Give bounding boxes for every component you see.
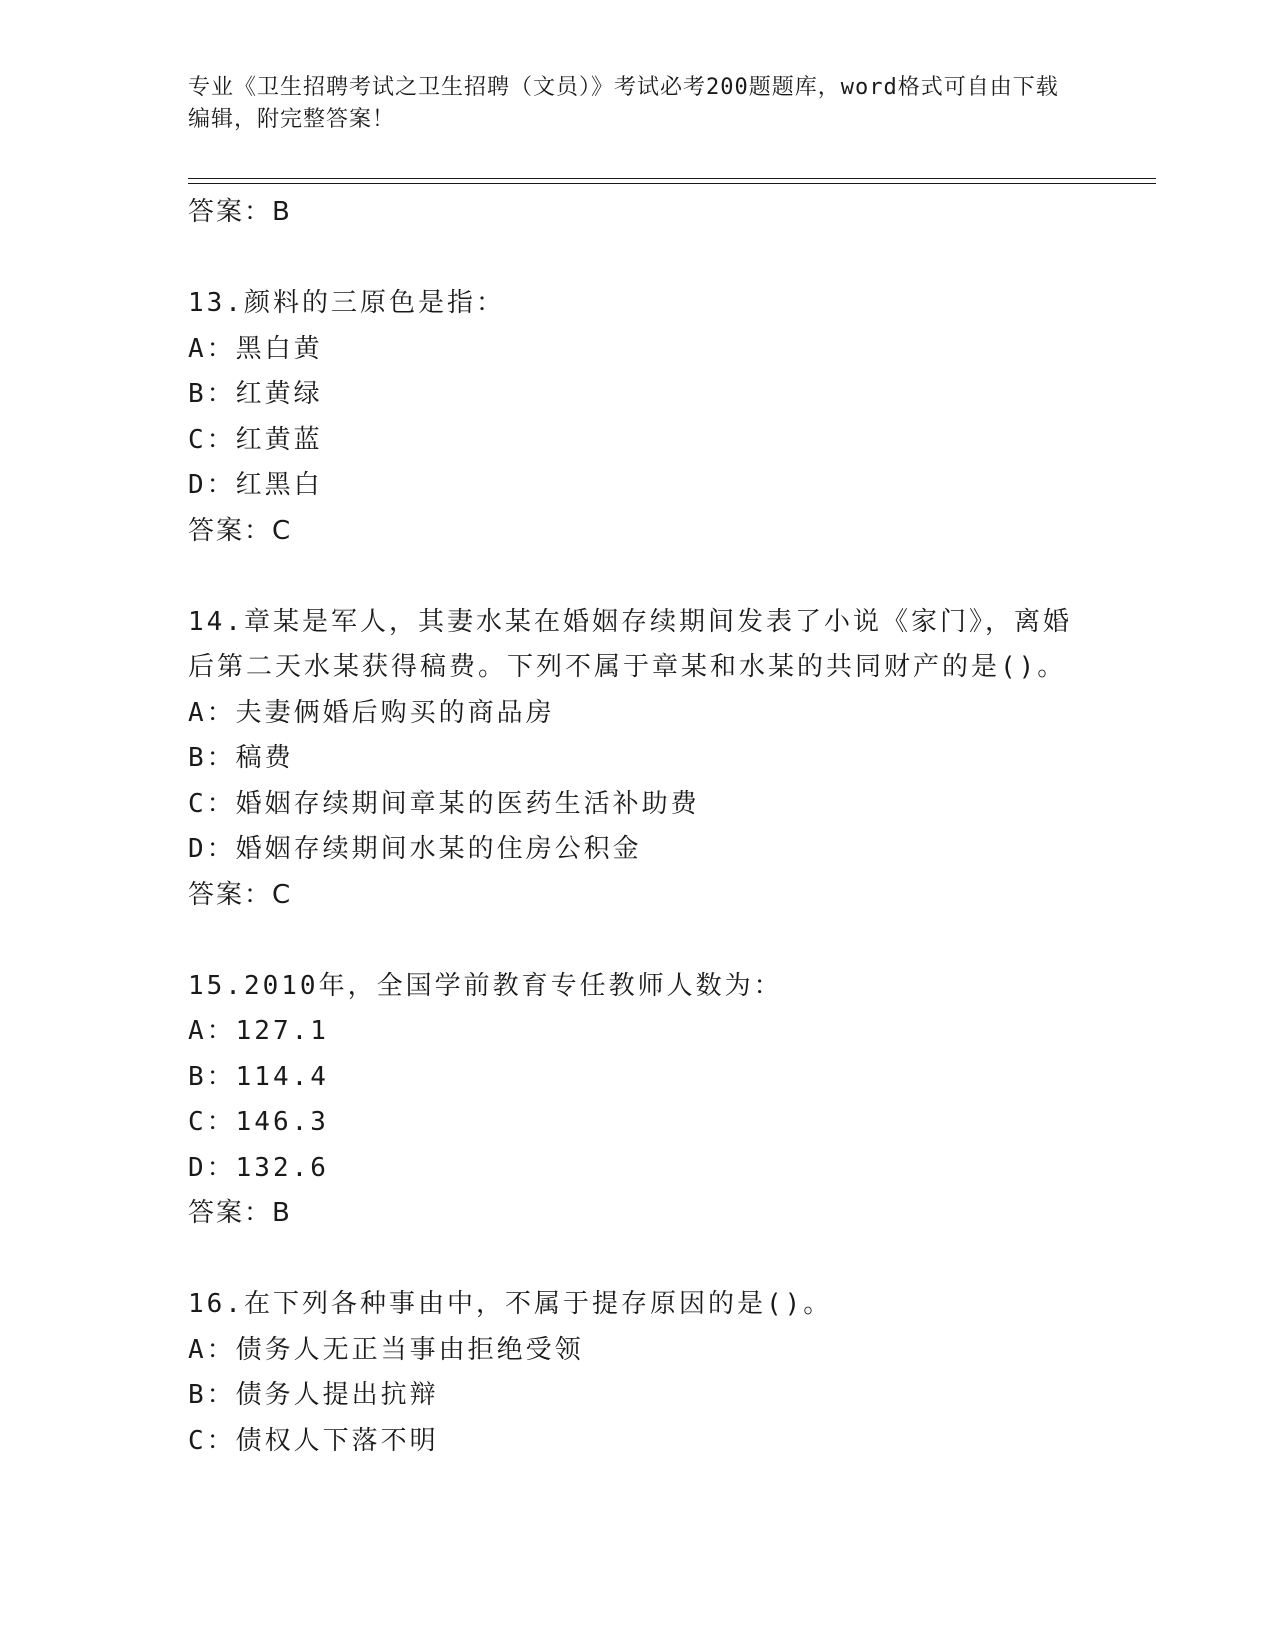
option-b: B：债务人提出抗辩 (188, 1380, 439, 1410)
option-b: B：红黄绿 (188, 379, 323, 409)
option-c: C：婚姻存续期间章某的医药生活补助费 (188, 788, 700, 819)
option-a: A：夫妻俩婚后购买的商品房 (188, 697, 555, 728)
option-d: D：红黑白 (188, 470, 323, 500)
option-b: B：稿费 (188, 743, 294, 773)
option-c: C：146.3 (188, 1107, 329, 1137)
document-header: 专业《卫生招聘考试之卫生招聘（文员）》考试必考200题题库，word格式可自由下载编辑，附完整答案！ (188, 75, 1059, 132)
header-rule-bottom (188, 183, 1156, 184)
header-rule-top (188, 178, 1156, 179)
question-content (188, 190, 1088, 1464)
option-c: C：债权人下落不明 (188, 1425, 439, 1456)
question-title: 14.章某是军人，其妻水某在婚姻存续期间发表了小说《家门》，离婚 (188, 606, 1072, 637)
answer-label: 答案：B (188, 197, 292, 227)
answer-label: 答案：C (188, 515, 293, 546)
option-a: A：债务人无正当事由拒绝受领 (188, 1334, 584, 1365)
option-d: D：婚姻存续期间水某的住房公积金 (188, 834, 642, 864)
option-a: A：127.1 (188, 1016, 329, 1046)
question-title: 15.2010年，全国学前教育专任教师人数为： (188, 970, 783, 1001)
answer-label: 答案：B (188, 1198, 292, 1228)
option-b: B：114.4 (188, 1061, 329, 1092)
question-title: 16.在下列各种事由中，不属于提存原因的是()。 (188, 1289, 833, 1319)
option-c: C：红黄蓝 (188, 424, 323, 455)
answer-label: 答案：C (188, 879, 293, 910)
question-title: 13.颜料的三原色是指： (188, 288, 505, 318)
question-title-continued: 后第二天水某获得稿费。下列不属于章某和水某的共同财产的是()。 (188, 652, 1067, 682)
option-d: D：132.6 (188, 1152, 329, 1183)
option-a: A：黑白黄 (188, 333, 323, 364)
